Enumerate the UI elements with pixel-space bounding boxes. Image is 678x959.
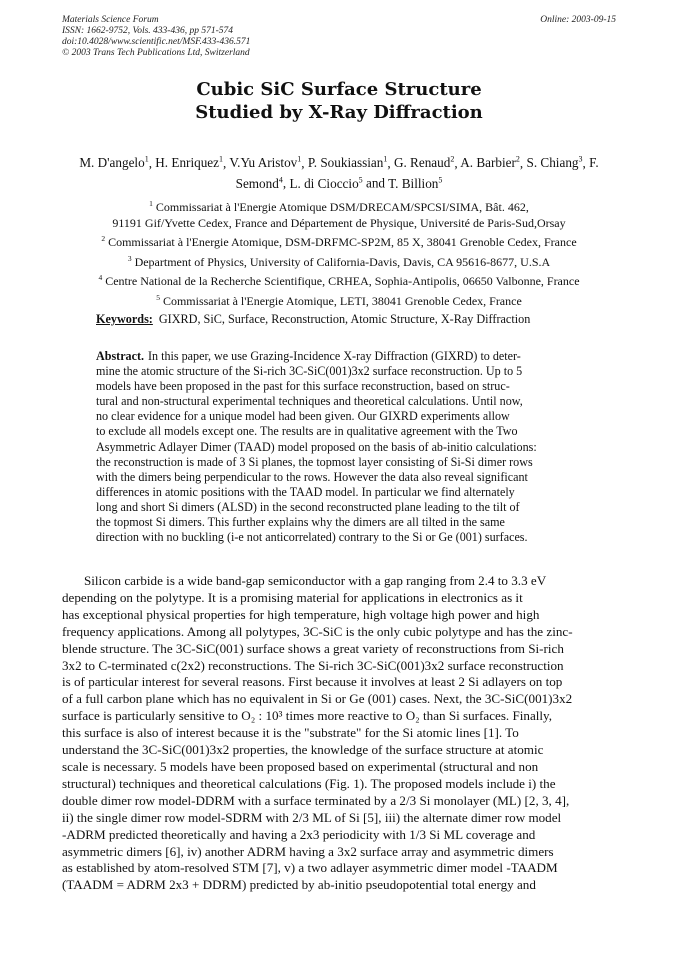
author-affiliation-mark: 5 — [438, 175, 443, 185]
author — [526, 155, 582, 170]
abstract-line-text: mine the atomic structure of the Si-rich 3C-SiC(001)3x2 surface reconstruction. Up to 5 — [96, 364, 523, 379]
body-line: structural) techniques and theoretical calculations (Fig. 1). The proposed models include i) the — [62, 775, 556, 791]
author — [394, 155, 454, 170]
abstract-block — [96, 349, 582, 545]
author-affiliation-mark: 1 — [144, 155, 149, 164]
author-affiliation-mark: 4 — [278, 175, 283, 185]
body-line: double dimer row model-DDRM with a surface terminated by a 2/3 Si monolayer (ML) [2, 3, 4], — [62, 792, 570, 808]
abstract-line-text: models have been proposed in the past for this surface reconstruction, based on struc- — [96, 379, 510, 394]
abstract-line — [96, 440, 582, 455]
affiliation-text: Commissariat à l'Energie Atomique, LETI, 38041 Grenoble Cedex, France — [162, 293, 522, 308]
abstract-line-text: differences in atomic positions with the TAAD model. In particular we find alternately — [96, 484, 515, 499]
affiliation-mark: 4 — [98, 273, 103, 283]
affiliation-line — [52, 196, 626, 216]
author-affiliation-mark: 1 — [297, 155, 302, 164]
journal-header — [62, 15, 616, 59]
abstract-line — [96, 500, 582, 515]
abstract-line-text: tural and non-structural experimental techniques and theoretical calculations. Until now, — [96, 394, 523, 409]
author-name: G. Renaud — [393, 155, 451, 171]
abstract-line — [96, 515, 582, 530]
abstract-line-text: with the dimers being perpendicular to the rows. However the data also reveal significant — [96, 469, 528, 484]
author — [460, 155, 520, 170]
affiliation-mark: 3 — [127, 253, 132, 263]
abstract-line — [96, 409, 582, 424]
abstract-line-text: no clear evidence for a unique model had been given. Our GIXRD experiments allow — [96, 409, 510, 424]
author-list: M. D'angelo$^1$, H. Enriquez$^1$, V.Yu Aristov$^1$, P. Soukiassian$^1$, G. Renaud$^2$, A. Barbier$^2$, S. Chiang$^3$, F. Semond$^4$, L. di Cioccio$^5$ and T. Billion$^5$ — [79, 155, 599, 191]
abstract-line — [96, 455, 582, 470]
affiliation-line — [52, 251, 626, 271]
body-text — [62, 573, 616, 894]
body-line: Silicon carbide is a wide band-gap semiconductor with a gap ranging from 2.4 to 3.3 eV — [84, 573, 547, 588]
abstract-line-text: In this paper, we use Grazing-Incidence X-ray Diffraction (GIXRD) to deter- — [148, 349, 521, 363]
abstract-line-text: the topmost Si dimers. This further explains why the dimers are all tilted in the same — [96, 515, 505, 530]
author — [155, 155, 223, 170]
paper-title — [62, 78, 616, 124]
affiliation-line — [52, 231, 626, 251]
affiliation-line — [52, 216, 626, 232]
author-affiliation-mark: 3 — [578, 155, 583, 164]
body-line: scale is necessary. 5 models have been proposed based on experimental (structural and non — [62, 758, 539, 774]
journal-name: Materials Science Forum — [62, 15, 159, 25]
keywords-line — [96, 311, 586, 327]
author-affiliation-mark: 2 — [515, 155, 520, 164]
body-line: as established by atom-resolved STM [7], v) a two adlayer asymmetric dimer model -TAADM — [62, 860, 558, 876]
doi-line: doi:10.4028/www.scientific.net/MSF.433-436.571 — [62, 37, 251, 47]
abstract-line-text: long and short Si dimers (ALSD) in the second reconstructed plane leading to the tilt of — [96, 499, 520, 514]
affiliation-mark: 1 — [149, 199, 153, 208]
author-name: A. Barbier — [460, 155, 516, 171]
title-line-1: Cubic SiC Surface Structure — [196, 79, 482, 100]
author-name: T. Billion — [388, 175, 439, 191]
author-name: P. Soukiassian — [307, 155, 384, 171]
body-line: understand the 3C-SiC(001)3x2 properties, the knowledge of the surface structure at atomic — [62, 742, 544, 758]
abstract-line — [96, 364, 582, 379]
body-line: of a full carbon plane which has no equivalent in Si or Ge (001) cases. Next, the 3C-SiC(001)3x2 — [62, 691, 573, 707]
affiliation-text: Centre National de la Recherche Scientifique, CRHEA, Sophia-Antipolis, 06650 Valbonne, France — [105, 274, 580, 289]
affiliation-line — [52, 290, 626, 310]
author — [289, 176, 362, 191]
author-name: V.Yu Aristov — [229, 155, 298, 171]
body-line: -ADRM predicted theoretically and having a 2x3 periodicity with 1/3 Si ML coverage and — [62, 826, 536, 842]
abstract-line-text: Asymmetric Adlayer Dimer (TAAD) model proposed on the basis of ab-initio calculations: — [96, 439, 537, 454]
title-line-2: Studied by X-Ray Diffraction — [195, 102, 483, 123]
keywords-label: Keywords: — [96, 312, 153, 326]
author-name: L. di Cioccio — [289, 175, 359, 191]
affiliation-text: Commissariat à l'Energie Atomique DSM/DRECAM/SPCSI/SIMA, Bât. 462, — [155, 200, 529, 214]
body-line: is of particular interest for several reasons. First because it involves at least 2 Si adlayers on top — [62, 674, 563, 690]
author — [308, 155, 387, 170]
author-affiliation-mark: 2 — [450, 155, 455, 164]
abstract-line-text: the reconstruction is made of 3 Si planes, the topmost layer consisting of Si-Si dimer rows — [96, 454, 533, 469]
author-affiliation-mark: 1 — [219, 155, 223, 164]
abstract-line — [96, 349, 582, 364]
online-date: Online: 2003-09-15 — [540, 15, 616, 25]
author-name: H. Enriquez — [155, 155, 219, 171]
abstract-line-text: direction with no buckling (i-e not anticorrelated) contrary to the Si or Ge (001) surfaces. — [96, 530, 528, 545]
abstract-label: Abstract. — [96, 349, 145, 363]
copyright-line: © 2003 Trans Tech Publications Ltd, Switzerland — [62, 48, 250, 58]
issn-line: ISSN: 1662-9752, Vols. 433-436, pp 571-574 — [62, 26, 233, 36]
author-affiliation-mark: 5 — [358, 175, 363, 185]
abstract-line — [96, 485, 582, 500]
affiliation-text: 91191 Gif/Yvette Cedex, France and Département de Physique, Université de Paris-Sud,Orsay — [112, 215, 566, 230]
author — [229, 155, 301, 170]
affiliation-line — [52, 270, 626, 290]
body-line: 3x2 to C-terminated c(2x2) reconstructions. The Si-rich 3C-SiC(001)3x2 surface reconstruction — [62, 657, 564, 673]
author — [388, 176, 442, 191]
abstract-line-text: to exclude all models except one. The results are in qualitative agreement with the Two — [96, 424, 518, 439]
body-line: surface is particularly sensitive to O₂ : 10³ times more reactive to O₂ than Si surfaces. Finally, — [62, 708, 552, 724]
abstract-line — [96, 379, 582, 394]
author-affiliation-mark: 1 — [383, 155, 388, 164]
abstract-line — [96, 394, 582, 409]
body-line: depending on the polytype. It is a promising material for applications in electronics as it — [62, 589, 523, 605]
body-line: ii) the single dimer row model-SDRM with 2/3 ML of Si [5], iii) the alternate dimer row model — [62, 809, 562, 825]
body-line: this surface is also of interest because it is the "substrate" for the Si atomic lines [1]. To — [62, 725, 519, 741]
body-line: frequency applications. Among all polytypes, 3C-SiC is the only cubic polytype and has the zinc- — [62, 623, 573, 639]
body-line: asymmetric dimers [6], iv) another ADRM having a 3x2 surface array and asymmetric dimers — [62, 843, 554, 859]
affiliation-text: Department of Physics, University of California-Davis, Davis, CA 95616-8677, U.S.A — [134, 254, 551, 269]
author-name: S. Chiang — [526, 155, 579, 171]
body-line: has exceptional physical properties for high temperature, high voltage high power and high — [62, 606, 540, 622]
body-line: (TAADM = ADRM 2x3 + DDRM) predicted by ab-initio pseudopotential total energy and — [62, 877, 536, 893]
affiliation-text: Commissariat à l'Energie Atomique, DSM-DRFMC-SP2M, 85 X, 38041 Grenoble Cedex, France — [108, 235, 577, 250]
author-name: F. Semond — [235, 155, 599, 191]
abstract-line — [96, 424, 582, 439]
affiliation-mark: 5 — [156, 292, 160, 302]
body-line: blende structure. The 3C-SiC(001) surface shows a great variety of reconstructions from Si-rich — [62, 640, 564, 656]
affiliation-mark: 2 — [101, 234, 106, 244]
abstract-line — [96, 530, 582, 545]
affiliation-list — [52, 196, 626, 310]
keywords-text: GIXRD, SiC, Surface, Reconstruction, Atomic Structure, X-Ray Diffraction — [158, 312, 531, 326]
author-name: M. D'angelo — [79, 155, 145, 171]
author — [79, 155, 148, 170]
abstract-line — [96, 470, 582, 485]
